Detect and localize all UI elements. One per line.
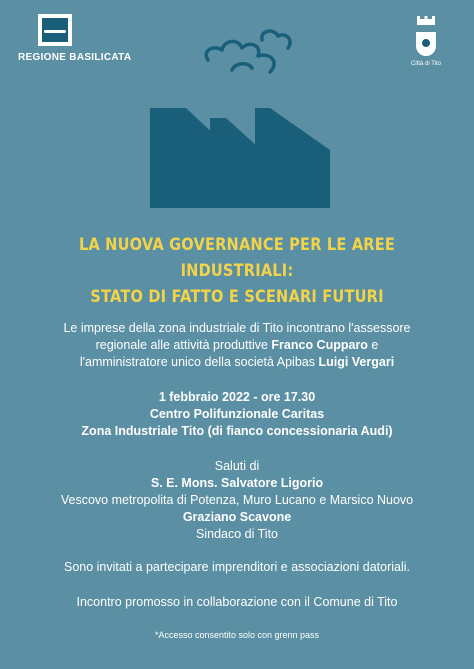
greetings-heading: Saluti di <box>214 459 260 473</box>
amministratore-name: Luigi Vergari <box>318 355 395 369</box>
event-venue: Centro Polifunzionale Caritas <box>149 407 325 421</box>
smoke-cloud-icon <box>206 31 290 72</box>
event-datetime: 1 febbraio 2022 - ore 17.30 <box>158 390 316 404</box>
access-footnote: *Accesso consentito solo con grenn pass <box>154 630 320 640</box>
factory-illustration <box>0 0 474 230</box>
speaker-1-name: S. E. Mons. Salvatore Ligorio <box>150 476 324 490</box>
factory-buildings <box>150 108 330 208</box>
speaker-1-role: Vescovo metropolita di Potenza, Muro Lucano e Marsico Nuovo <box>60 493 414 507</box>
intro-paragraph <box>0 320 474 371</box>
intro-line-3: l'amministratore unico della società Apibas Luigi Vergari <box>79 355 395 369</box>
greetings-section <box>0 458 474 543</box>
speaker-2-role: Sindaco di Tito <box>196 527 278 541</box>
invitation-text: Sono invitati a partecipare imprenditori e associazioni datoriali. <box>63 560 410 574</box>
event-location: Zona Industriale Tito (di fianco concessionaria Audi) <box>81 424 393 438</box>
title-line-1: LA NUOVA GOVERNANCE PER LE AREE INDUSTRIALI: <box>78 235 396 281</box>
intro-line-2: regionale alle attività produttive Franco Cupparo e <box>95 338 379 352</box>
citta-label: Città di Tito <box>410 61 441 67</box>
title-line-2: STATO DI FATTO E SCENARI FUTURI <box>90 287 384 307</box>
intro-line-1: Le imprese della zona industriale di Tito incontrano l'assessore <box>63 321 411 335</box>
regione-label: REGIONE BASILICATA <box>18 52 132 63</box>
promotion-text: Incontro promosso in collaborazione con il Comune di Tito <box>76 595 398 609</box>
event-title <box>33 232 441 310</box>
speaker-2-name: Graziano Scavone <box>182 510 292 524</box>
assessore-name: Franco Cupparo <box>271 338 368 352</box>
event-details <box>0 389 474 440</box>
